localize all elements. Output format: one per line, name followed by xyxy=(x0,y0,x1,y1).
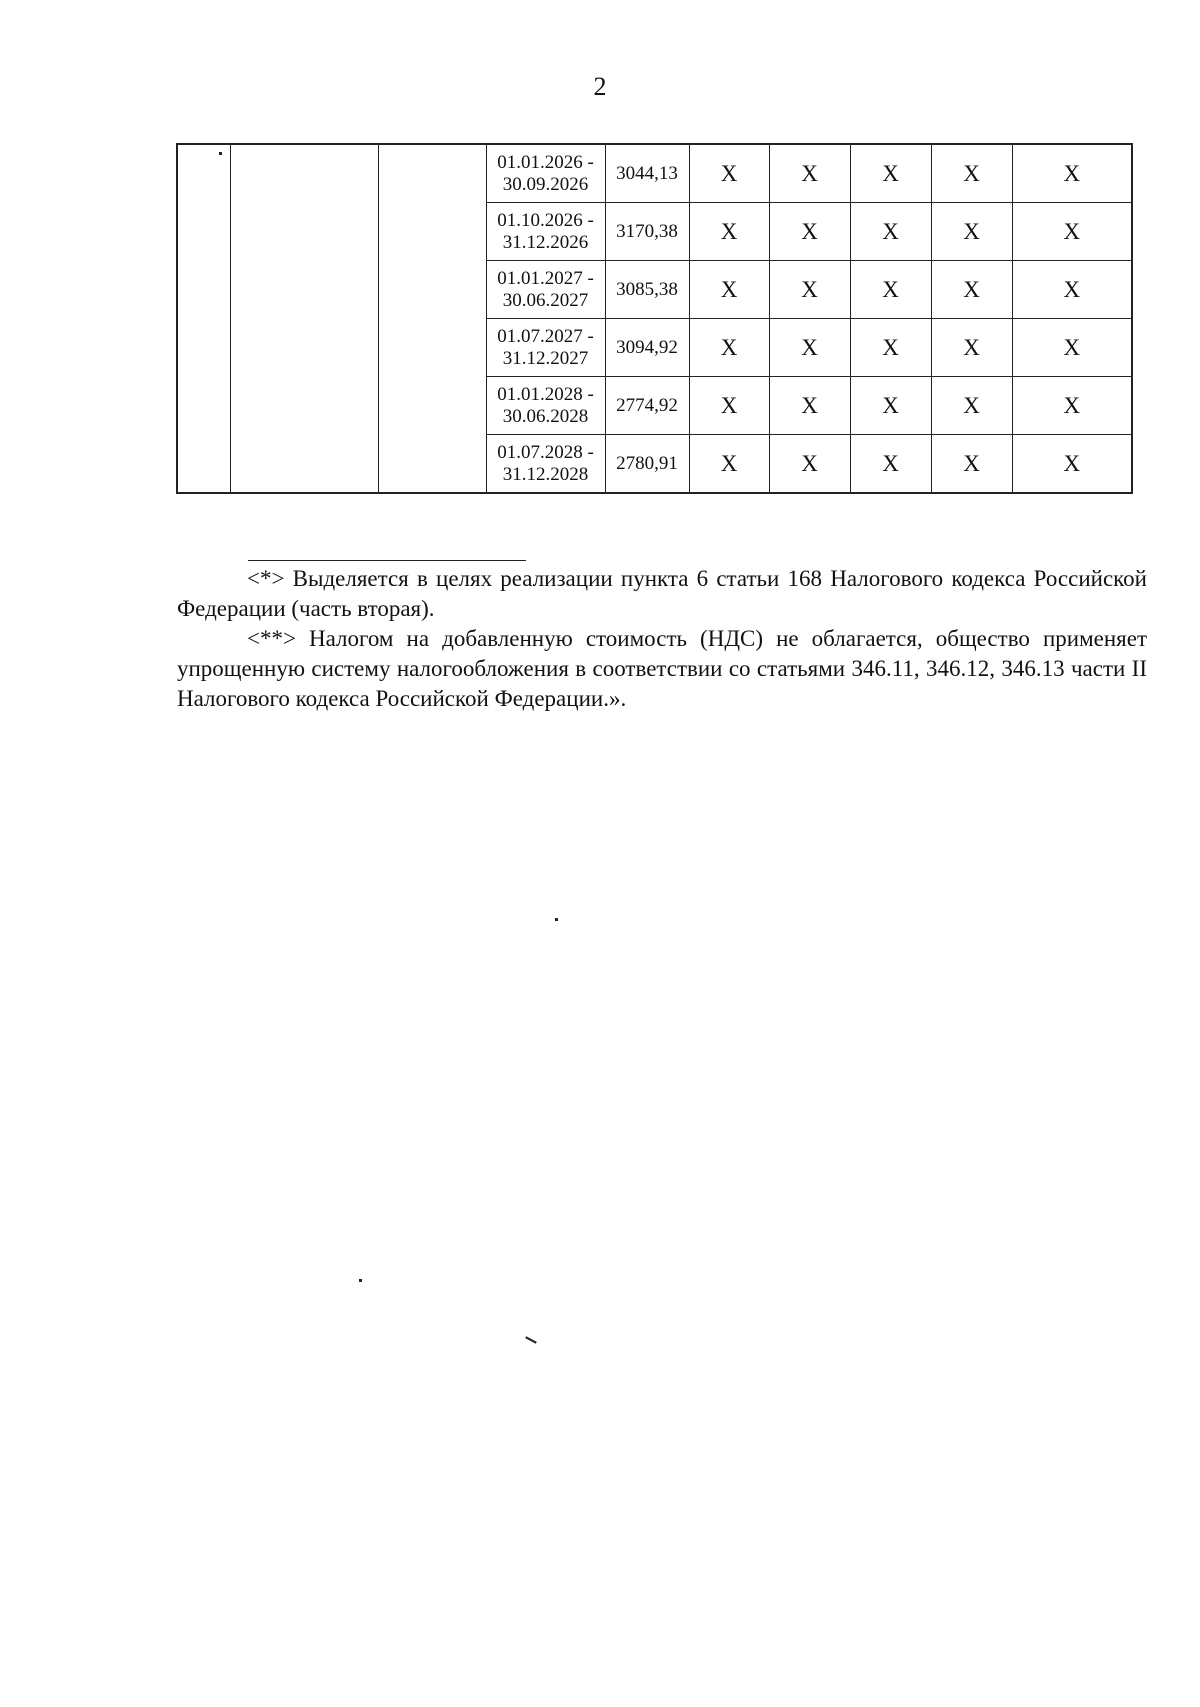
period-end: 30.06.2027 xyxy=(502,289,589,311)
scan-speck xyxy=(555,918,558,921)
tariff-value-cell: 3094,92 xyxy=(605,319,689,377)
period-end: 31.12.2028 xyxy=(502,463,589,485)
page-number: 2 xyxy=(593,72,607,101)
not-applicable-mark: X xyxy=(689,144,769,203)
name-cell xyxy=(230,144,378,493)
period-end: 30.09.2026 xyxy=(502,173,589,195)
tariff-table xyxy=(176,143,1133,494)
not-applicable-mark: X xyxy=(689,435,769,494)
period-start: 01.01.2027 - xyxy=(497,267,594,289)
period-start: 01.01.2028 - xyxy=(497,383,594,405)
period-start: 01.07.2027 - xyxy=(497,325,594,347)
not-applicable-mark: X xyxy=(689,261,769,319)
period-end: 31.12.2026 xyxy=(502,231,589,253)
footnote-double-asterisk: <**> Налогом на добавленную стоимость (НДС) не облагается, общество применяет упрощенную систему налогообложения в соответствии со статьями 346.11, 346.12, 346.13 части II Налогового кодекса Российской Федерации.». xyxy=(177,626,1147,711)
not-applicable-mark: X xyxy=(689,319,769,377)
not-applicable-mark: X xyxy=(850,203,931,261)
not-applicable-mark: X xyxy=(1012,261,1132,319)
not-applicable-mark: X xyxy=(1012,377,1132,435)
not-applicable-mark: X xyxy=(769,435,850,494)
not-applicable-mark: X xyxy=(1012,144,1132,203)
not-applicable-mark: X xyxy=(769,377,850,435)
not-applicable-mark: X xyxy=(689,203,769,261)
scan-speck xyxy=(359,1279,362,1282)
not-applicable-mark: X xyxy=(769,261,850,319)
not-applicable-mark: X xyxy=(1012,319,1132,377)
tariff-value-cell: 2774,92 xyxy=(605,377,689,435)
not-applicable-mark: X xyxy=(931,377,1012,435)
footnote-single-asterisk: <*> Выделяется в целях реализации пункта 6 статьи 168 Налогового кодекса Российской Федерации (часть вторая). xyxy=(177,566,1147,621)
not-applicable-mark: X xyxy=(931,435,1012,494)
period-start: 01.07.2028 - xyxy=(497,441,594,463)
not-applicable-mark: X xyxy=(931,144,1012,203)
not-applicable-mark: X xyxy=(1012,203,1132,261)
not-applicable-mark: X xyxy=(850,144,931,203)
tariff-value-cell: 3085,38 xyxy=(605,261,689,319)
tariff-value-cell: 3044,13 xyxy=(605,144,689,203)
not-applicable-mark: X xyxy=(769,203,850,261)
period-cell xyxy=(486,435,605,494)
scan-speck xyxy=(525,1336,537,1343)
not-applicable-mark: X xyxy=(689,377,769,435)
tariff-value-cell: 2780,91 xyxy=(605,435,689,494)
tariff-value-cell: 3170,38 xyxy=(605,203,689,261)
type-cell xyxy=(378,144,486,493)
not-applicable-mark: X xyxy=(850,377,931,435)
table-row xyxy=(177,144,1132,203)
period-cell xyxy=(486,377,605,435)
not-applicable-mark: X xyxy=(850,435,931,494)
period-start: 01.10.2026 - xyxy=(497,209,594,231)
not-applicable-mark: X xyxy=(931,203,1012,261)
period-cell xyxy=(486,261,605,319)
not-applicable-mark: X xyxy=(769,319,850,377)
period-end: 31.12.2027 xyxy=(502,347,589,369)
row-number-cell xyxy=(177,144,230,493)
period-start: 01.01.2026 - xyxy=(497,151,594,173)
not-applicable-mark: X xyxy=(1012,435,1132,494)
tariff-table-body xyxy=(177,144,1132,493)
footnote-separator xyxy=(248,560,526,561)
period-end: 30.06.2028 xyxy=(502,405,589,427)
period-cell xyxy=(486,203,605,261)
not-applicable-mark: X xyxy=(931,261,1012,319)
not-applicable-mark: X xyxy=(769,144,850,203)
footnotes xyxy=(177,564,1147,714)
period-cell xyxy=(486,319,605,377)
scan-speck xyxy=(219,152,222,155)
period-cell xyxy=(486,144,605,203)
not-applicable-mark: X xyxy=(850,319,931,377)
not-applicable-mark: X xyxy=(931,319,1012,377)
not-applicable-mark: X xyxy=(850,261,931,319)
